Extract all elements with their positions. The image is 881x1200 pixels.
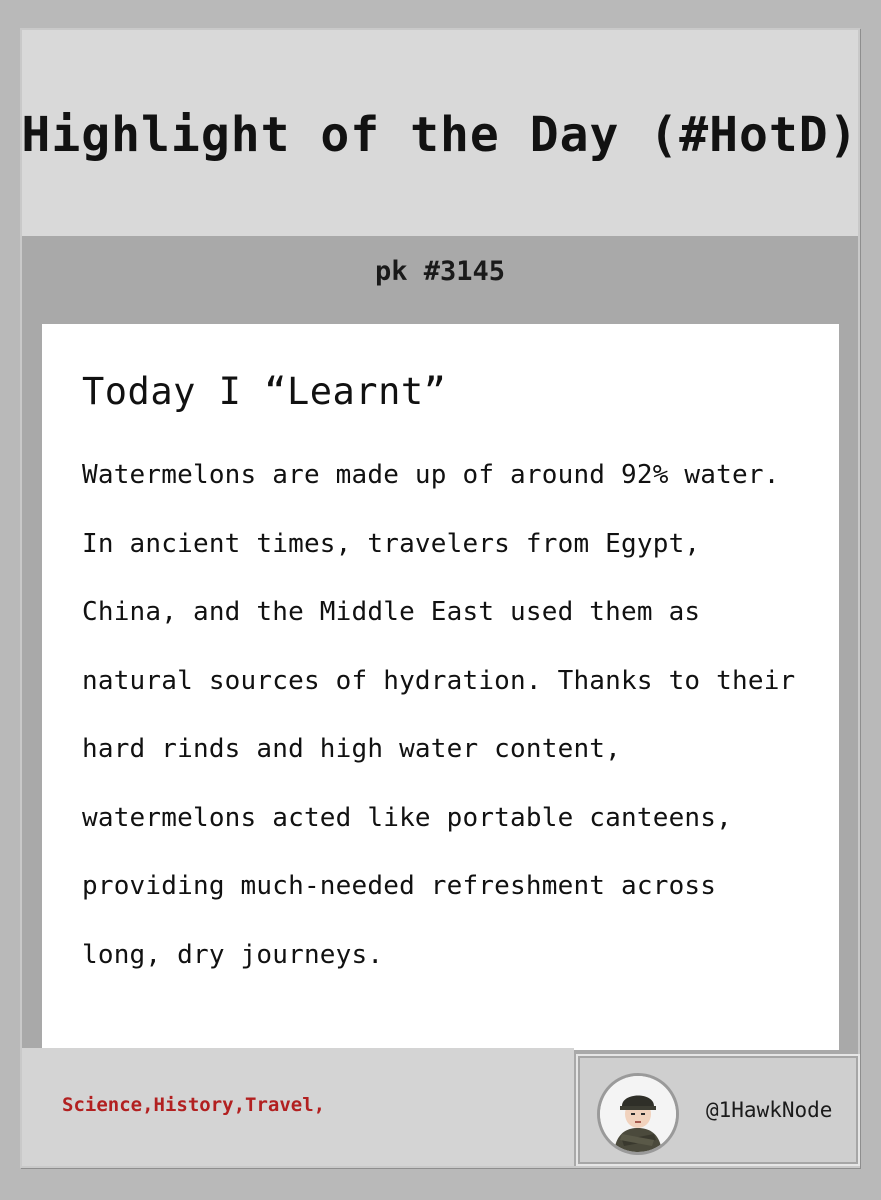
content-body: Watermelons are made up of around 92% water. In ancient times, travelers from Egypt, China, and the Middle East used them as natural sources of hydration. Thanks to their hard rinds and high water content, watermelons acted like portable canteens, providing much-needed refreshment across long, dry journeys.: [82, 460, 796, 970]
post-id: pk #3145: [374, 256, 506, 287]
avatar-illustration: [600, 1076, 676, 1152]
content-card: [42, 324, 839, 1050]
author-handle[interactable]: @1HawkNode: [706, 1098, 833, 1122]
content-heading: Today I “Learnt”: [82, 370, 447, 413]
page-title: Highlight of the Day (#HotD): [21, 107, 859, 163]
header: [22, 30, 858, 236]
hotd-card: [20, 28, 860, 1168]
topic-tags[interactable]: Science,History,Travel,: [62, 1094, 326, 1116]
author-badge[interactable]: [576, 1054, 860, 1166]
footer: [22, 1048, 574, 1166]
user-avatar-icon[interactable]: [600, 1076, 676, 1152]
